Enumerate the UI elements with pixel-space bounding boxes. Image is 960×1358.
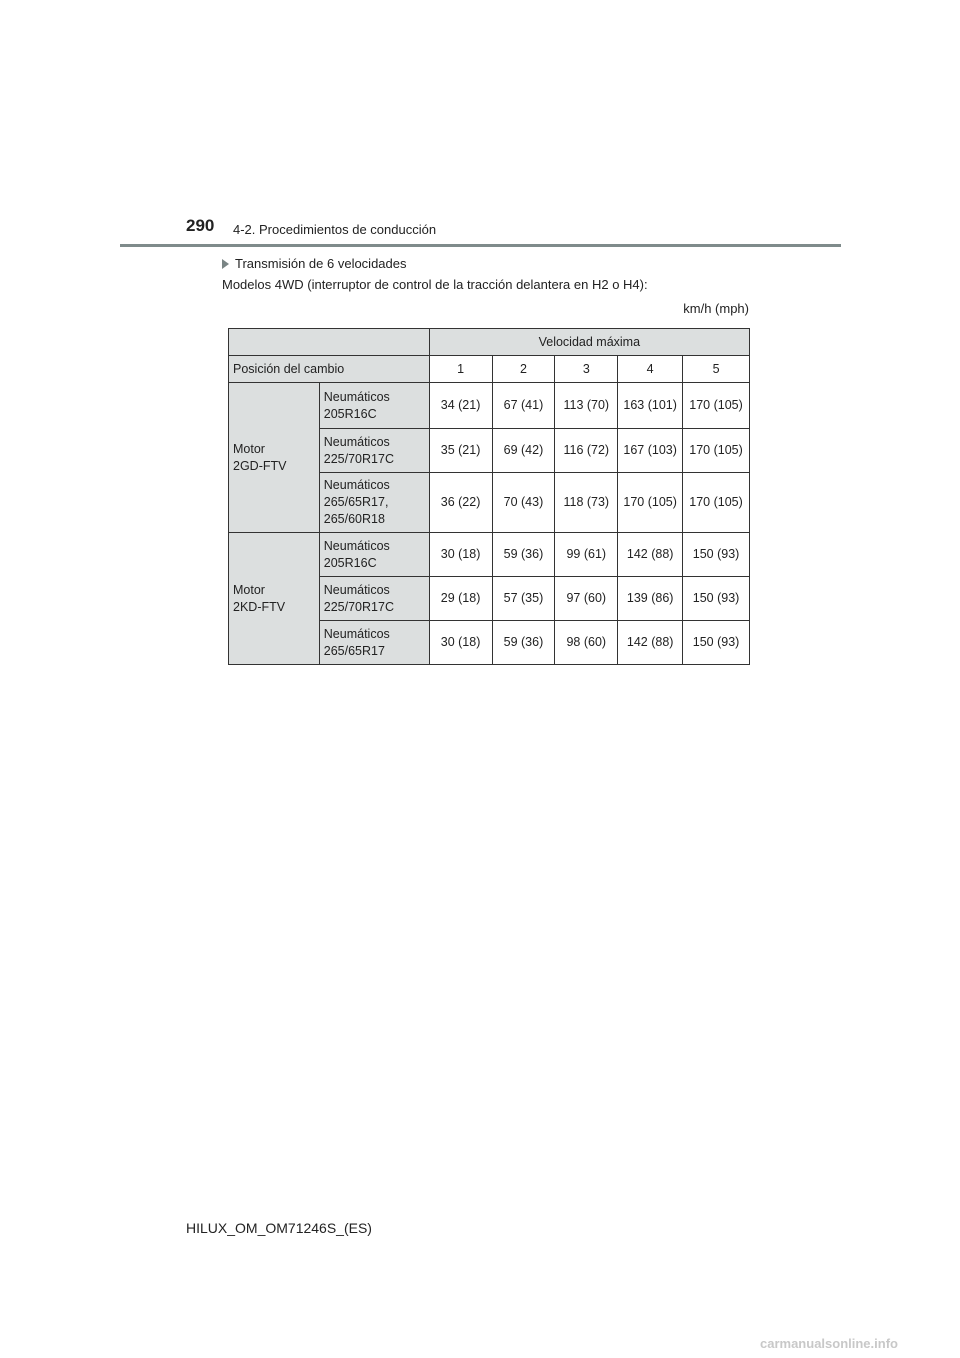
- subheading-text: Transmisión de 6 velocidades: [235, 256, 407, 271]
- gear-cell: 4: [618, 356, 683, 383]
- section-title: 4-2. Procedimientos de conducción: [233, 222, 437, 237]
- gear-cell: 2: [492, 356, 555, 383]
- table-row: [229, 533, 750, 577]
- tyre-cell: [319, 533, 429, 577]
- speed-cell: 139 (86): [618, 577, 683, 621]
- speed-cell: 170 (105): [683, 473, 750, 533]
- speed-cell: 170 (105): [683, 383, 750, 429]
- tyre-text: Neumáticos: [323, 538, 390, 553]
- gear-cell: 1: [429, 356, 492, 383]
- page-number: 290: [186, 216, 215, 235]
- engine-code: 2GD-FTV: [233, 458, 287, 473]
- speed-cell: 116 (72): [555, 429, 618, 473]
- tyre-text: Neumáticos: [323, 434, 390, 449]
- tyre-cell: [319, 429, 429, 473]
- speed-cell: 170 (105): [618, 473, 683, 533]
- speed-cell: 167 (103): [618, 429, 683, 473]
- tyre-text: 265/60R18: [323, 512, 385, 526]
- tyre-text: 225/70R17C: [323, 451, 394, 466]
- speed-table: [228, 328, 750, 665]
- speed-cell: 59 (36): [492, 621, 555, 665]
- speed-cell: 35 (21): [429, 429, 492, 473]
- engine-cell: [229, 383, 320, 533]
- top-header-cell: Velocidad máxima: [429, 329, 749, 356]
- tyre-text: Neumáticos: [323, 478, 390, 492]
- speed-cell: 67 (41): [492, 383, 555, 429]
- tyre-text: Neumáticos: [323, 582, 390, 597]
- speed-cell: 36 (22): [429, 473, 492, 533]
- intro-text: Modelos 4WD (interruptor de control de la tracción delantera en H2 o H4):: [222, 277, 648, 292]
- speed-cell: 170 (105): [683, 429, 750, 473]
- tyre-text: Neumáticos: [323, 389, 390, 404]
- tyre-cell: [319, 577, 429, 621]
- engine-cell: [229, 533, 320, 665]
- speed-cell: 69 (42): [492, 429, 555, 473]
- watermark: carmanualsonline.info: [760, 1336, 898, 1351]
- speed-cell: 98 (60): [555, 621, 618, 665]
- header-divider: [120, 244, 841, 247]
- document-code: HILUX_OM_OM71246S_(ES): [186, 1220, 372, 1236]
- engine-label: Motor: [233, 582, 265, 597]
- gear-label-cell: Posición del cambio: [229, 356, 430, 383]
- units-label: km/h (mph): [683, 301, 749, 316]
- speed-cell: 59 (36): [492, 533, 555, 577]
- speed-cell: 29 (18): [429, 577, 492, 621]
- tyre-cell: [319, 473, 429, 533]
- speed-cell: 34 (21): [429, 383, 492, 429]
- tyre-text: 265/65R17: [323, 643, 385, 658]
- table-row: [229, 383, 750, 429]
- tyre-cell: [319, 621, 429, 665]
- speed-cell: 163 (101): [618, 383, 683, 429]
- tyre-cell: [319, 383, 429, 429]
- tyre-text: Neumáticos: [323, 626, 390, 641]
- gear-cell: 5: [683, 356, 750, 383]
- speed-cell: 70 (43): [492, 473, 555, 533]
- speed-cell: 150 (93): [683, 533, 750, 577]
- engine-label: Motor: [233, 441, 265, 456]
- gear-cell: 3: [555, 356, 618, 383]
- speed-cell: 97 (60): [555, 577, 618, 621]
- speed-cell: 57 (35): [492, 577, 555, 621]
- speed-cell: 113 (70): [555, 383, 618, 429]
- speed-cell: 118 (73): [555, 473, 618, 533]
- tyre-text: 225/70R17C: [323, 599, 394, 614]
- subheading: [222, 256, 407, 271]
- speed-cell: 142 (88): [618, 621, 683, 665]
- speed-cell: 30 (18): [429, 533, 492, 577]
- blank-header-cell: [229, 329, 430, 356]
- triangle-bullet-icon: [222, 259, 229, 269]
- tyre-text: 265/65R17,: [323, 495, 389, 509]
- tyre-text: 205R16C: [323, 406, 377, 421]
- speed-cell: 142 (88): [618, 533, 683, 577]
- engine-code: 2KD-FTV: [233, 599, 286, 614]
- speed-cell: 150 (93): [683, 621, 750, 665]
- speed-cell: 99 (61): [555, 533, 618, 577]
- table-header-row: [229, 329, 750, 356]
- speed-cell: 30 (18): [429, 621, 492, 665]
- tyre-text: 205R16C: [323, 555, 377, 570]
- gear-row: [229, 356, 750, 383]
- speed-cell: 150 (93): [683, 577, 750, 621]
